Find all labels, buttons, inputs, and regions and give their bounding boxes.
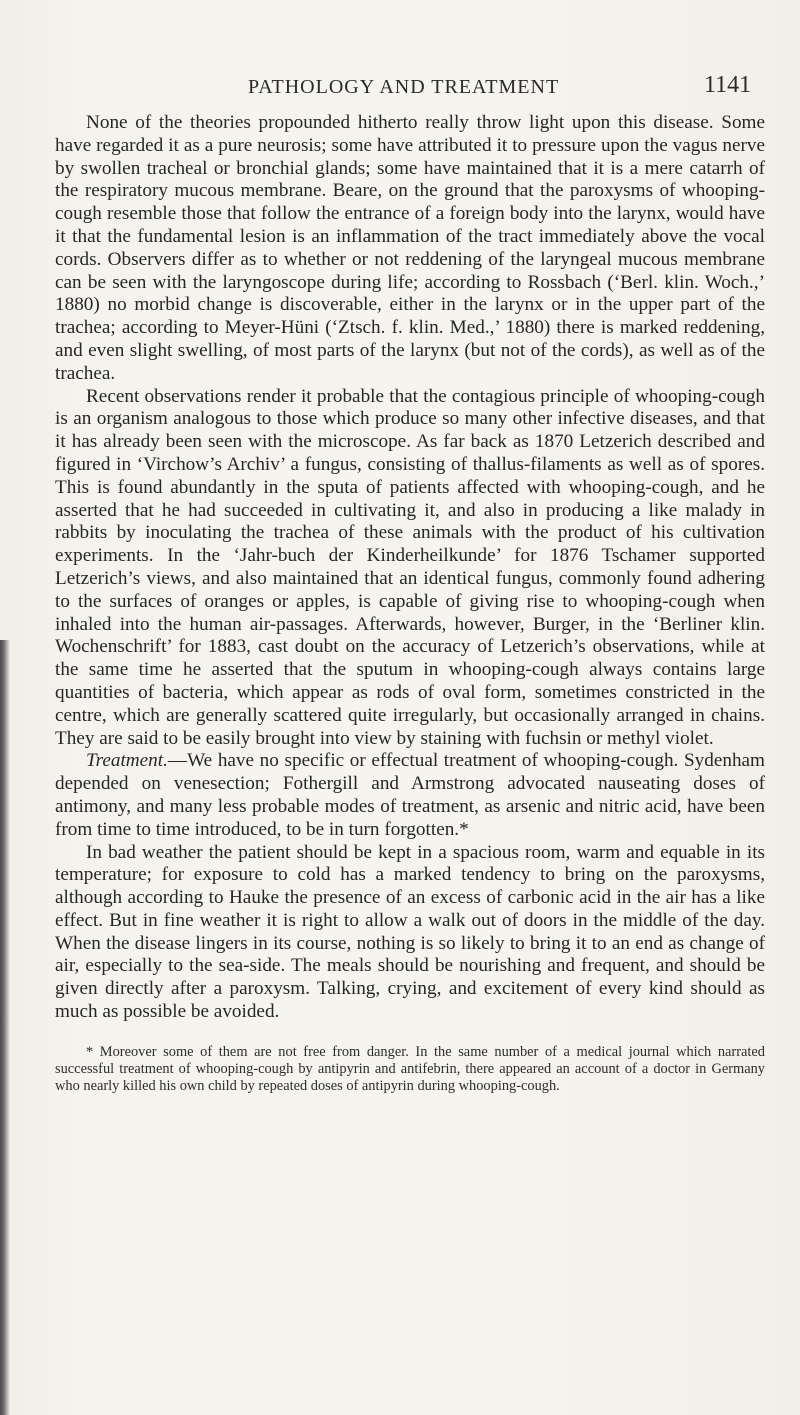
paragraph-theories: None of the theories propounded hitherto really throw light upon this disease. Some have regarded it as a pure neurosis; some have attributed it to pressure upon the vagus nerve by swollen tracheal or bronchial glands; some have maintained that it is a mere catarrh of the respiratory mucous membrane. Beare, on the ground that the paroxysms of whooping-cough resemble those that follow the entrance of a foreign body into the larynx, would have it that the fundamental lesion is an inflammation of the tract immediately above the vocal cords. Observers differ as to whether or not reddening of the laryngeal mucous membrane can be seen with the laryngoscope during life; according to Rossbach (‘Berl. klin. Woch.,’ 1880) no morbid change is discoverable, either in the larynx or in the upper part of the trachea; according to Meyer-Hüni (‘Ztsch. f. klin. Med.,’ 1880) there is marked reddening, and even slight swelling, of most parts of the larynx (but not of the cords), as well as of the trachea. <box>55 112 765 384</box>
paragraph-weather: In bad weather the patient should be kept in a spacious room, warm and equable in its temperature; for exposure to cold has a marked tendency to bring on the paroxysms, although according to Hauke the presence of an excess of carbonic acid in the air has a like effect. But in fine weather it is right to allow a walk out of doors in the middle of the day. When the disease lingers in its course, nothing is so likely to bring it to an end as change of air, especially to the sea-side. The meals should be nourishing and frequent, and should be given directly after a paroxysm. Talking, crying, and excitement of every kind should as much as possible be avoided. <box>55 841 765 1023</box>
treatment-heading: Treatment. <box>86 750 168 772</box>
page-number: 1141 <box>704 72 752 98</box>
footnote: * Moreover some of them are not free from danger. In the same number of a medical journal which narrated successful treatment of whooping-cough by antipyrin and antifebrin, there appeared an account of a doctor in Germany who nearly killed his own child by repeated doses of antipyrin during whooping-cough. <box>55 1043 765 1094</box>
paragraph-treatment <box>55 750 765 841</box>
binding-shadow <box>0 640 10 1415</box>
body-text <box>55 112 765 1095</box>
running-header: PATHOLOGY AND TREATMENT <box>248 76 560 98</box>
treatment-text: —We have no specific or effectual treatment of whooping-cough. Sydenham depended on venesection; Fothergill and Armstrong advocated nauseating doses of antimony, and many less probable modes of treatment, as arsenic and nitric acid, have been from time to time introduced, to be in turn forgotten.* <box>55 750 765 840</box>
paragraph-observations: Recent observations render it probable that the contagious principle of whooping-cough is an organism analogous to those which produce so many other infective diseases, and that it has already been seen with the microscope. As far back as 1870 Letzerich described and figured in ‘Virchow’s Archiv’ a fungus, consisting of thallus-filaments as well as of spores. This is found abundantly in the sputa of patients affected with whooping-cough, and he asserted that he had succeeded in cultivating it, and also in producing a like malady in rabbits by inoculating the trachea of these animals with the product of his cultivation experiments. In the ‘Jahr-buch der Kinderheilkunde’ for 1876 Tschamer supported Letzerich’s views, and also maintained that an identical fungus, commonly found adhering to the surfaces of oranges or apples, is capable of giving rise to whooping-cough when inhaled into the human air-passages. Afterwards, however, Burger, in the ‘Berliner klin. Wochenschrift’ for 1883, cast doubt on the accuracy of Letzerich’s observations, while at the same time he asserted that the sputum in whooping-cough always contains large quantities of bacteria, which appear as rods of oval form, sometimes constricted in the centre, which are generally scattered quite irregularly, but occasionally arranged in chains. They are said to be easily brought into view by staining with fuchsin or methyl violet. <box>55 385 765 749</box>
